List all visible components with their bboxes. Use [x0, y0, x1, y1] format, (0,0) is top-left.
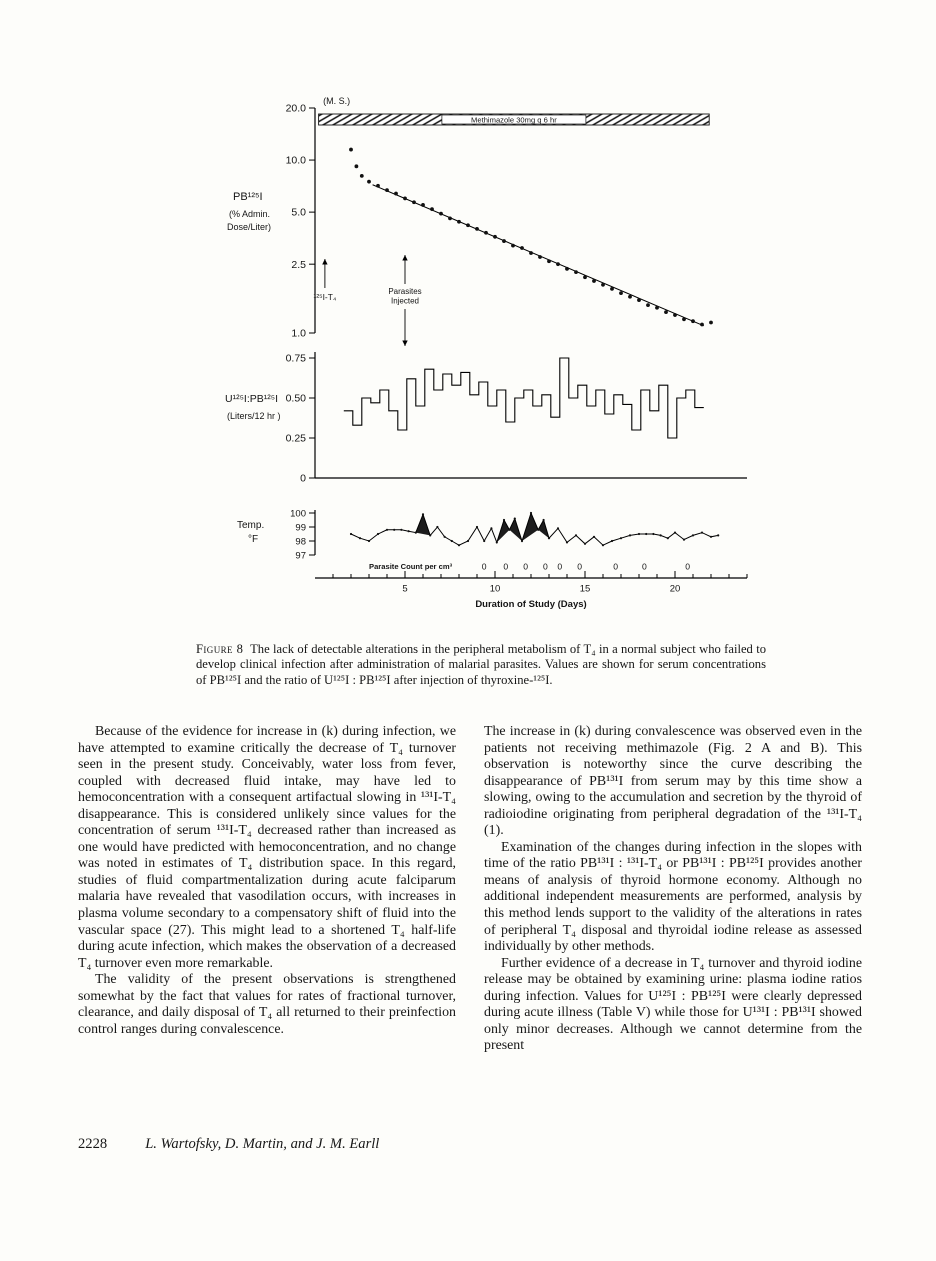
parasite-count-row: [369, 562, 690, 572]
svg-text:0.25: 0.25: [285, 432, 306, 445]
svg-text:99: 99: [295, 522, 306, 534]
svg-text:(Liters/12 hr ): (Liters/12 hr ): [227, 411, 281, 421]
body-paragraph: Examination of the changes during infection in the slopes with time of the ratio PB¹³¹I : ¹³¹I-T₄ or PB¹³¹I : PB¹²⁵I provides another means of analysis of thyroid hormone economy. Although no additional independent measurements are performed, analysis by this method lends support to the validity of the alterations in rates of peripheral T₄ disposal and thyroidal iodine release as assessed individually by other methods.: [484, 839, 862, 955]
body-columns: [78, 724, 862, 1055]
svg-text:0: 0: [543, 561, 548, 572]
svg-text:(M. S.): (M. S.): [323, 96, 351, 106]
body-paragraph: Further evidence of a decrease in T₄ turnover and thyroid iodine release may be obtained by examining urine: plasma iodine ratios during infection. Values for U¹²⁵I : PB¹²⁵I were clearly depressed during acute illness (Table V) while those for U¹³¹I : PB¹³¹I showed only minor decreases. Although we cannot determine from the present: [484, 955, 862, 1054]
body-column-left: [78, 724, 456, 1055]
ratio-steps: [344, 358, 704, 438]
svg-text:0: 0: [503, 561, 509, 572]
svg-text:Methimazole 30mg q 6 hr: Methimazole 30mg q 6 hr: [471, 115, 557, 125]
page-number: 2228: [78, 1136, 108, 1152]
svg-text:0: 0: [613, 561, 618, 572]
svg-text:Injected: Injected: [390, 296, 420, 306]
svg-text:2.5: 2.5: [291, 258, 306, 271]
body-paragraph: The increase in (k) during convalescence was observed even in the patients not receiving methimazole (Fig. 2 A and B). This observation is noteworthy since the curve describing the disappearance of PB¹³¹I from serum may by this time show a slowing, owing to the accumulation and secretion by the thyroid of radioiodine originating from peripheral degradation of the ¹³¹I-T₄ (1).: [484, 724, 862, 839]
svg-text:(% Admin.: (% Admin.: [229, 209, 271, 219]
temp-line: [350, 512, 719, 546]
svg-text:Duration of Study (Days): Duration of Study (Days): [475, 599, 587, 610]
svg-text:Parasite Count per cm³: Parasite Count per cm³: [369, 562, 453, 571]
body-column-right: [484, 724, 862, 1055]
running-authors: L. Wartofsky, D. Martin, and J. M. Earll: [145, 1136, 380, 1152]
svg-text:100: 100: [290, 508, 306, 520]
svg-text:¹²⁵I-T₄: ¹²⁵I-T₄: [313, 292, 337, 302]
svg-text:PB¹²⁵I: PB¹²⁵I: [233, 191, 263, 203]
svg-text:Parasites: Parasites: [388, 287, 422, 296]
svg-text:0: 0: [523, 561, 528, 572]
body-paragraph: The validity of the present observations is strengthened somewhat by the fact that values for rates of fractional turnover, clearance, and daily disposal of T₄ all returned to their preinfection control ranges during convalescence.: [78, 972, 456, 1037]
svg-text:U¹²⁵I:PB¹²⁵I: U¹²⁵I:PB¹²⁵I: [225, 393, 279, 405]
svg-text:0: 0: [300, 472, 306, 485]
figure-caption-text: The lack of detectable alterations in the peripheral metabolism of T₄ in a normal subject who failed to develop clinical infection after administration of malarial parasites. Values are shown for serum concentrations of PB¹²⁵I and the ratio of U¹²⁵I : PB¹²⁵I after injection of thyroxine-¹²⁵I.: [196, 642, 766, 687]
panel1-annotations: [314, 255, 422, 346]
svg-text:0: 0: [685, 561, 690, 572]
page-footer: [78, 1136, 379, 1153]
svg-text:97: 97: [295, 550, 306, 562]
figure-8-chart: [115, 88, 759, 623]
figure-caption: [196, 642, 766, 688]
svg-text:0.50: 0.50: [285, 392, 306, 405]
svg-text:10.0: 10.0: [285, 154, 306, 167]
svg-text:0: 0: [557, 561, 563, 572]
svg-text:1.0: 1.0: [291, 327, 306, 340]
svg-text:0.75: 0.75: [285, 352, 306, 365]
drug-bar: [319, 96, 710, 125]
figure-caption-label: Figure 8: [196, 642, 244, 656]
x-axis: [315, 571, 747, 610]
svg-text:5.0: 5.0: [291, 206, 306, 219]
svg-text:15: 15: [579, 583, 591, 595]
svg-text:0: 0: [577, 561, 582, 572]
svg-text:20.0: 20.0: [285, 102, 306, 115]
svg-text:98: 98: [295, 536, 306, 548]
svg-text:0: 0: [481, 561, 487, 572]
svg-text:10: 10: [489, 583, 501, 595]
svg-text:5: 5: [402, 583, 408, 595]
temp-axis: [237, 508, 315, 561]
svg-text:0: 0: [642, 561, 647, 572]
svg-text:°F: °F: [248, 534, 259, 545]
pb125i-axis: [227, 103, 315, 340]
svg-text:Temp.: Temp.: [237, 520, 265, 531]
figure-8: [115, 88, 759, 623]
svg-text:20: 20: [669, 583, 681, 595]
body-paragraph: Because of the evidence for increase in (k) during infection, we have attempted to examine critically the decrease of T₄ turnover seen in the present study. Conceivably, water loss from fever, coupled with decreased fluid intake, may have led to hemoconcentration with a consequent artifactual slowing in ¹³¹I-T₄ disappearance. This is considered unlikely since values for the concentration of serum ¹³¹I-T₄ decreased rather than increased as one would have predicted with hemoconcentration, and no change was noted in estimates of T₄ distribution space. In this regard, studies of fluid compartmentalization during acute falciparum malaria have revealed that vasodilation occurs, with increases in plasma volume secondary to a compensatory shift of fluid into the vascular space (27). This might lead to a shortened T₄ half-life during acute infection, which makes the observation of a decreased T₄ turnover even more remarkable.: [78, 724, 456, 971]
ratio-axis: [225, 352, 747, 485]
svg-text:Dose/Liter): Dose/Liter): [227, 222, 272, 232]
